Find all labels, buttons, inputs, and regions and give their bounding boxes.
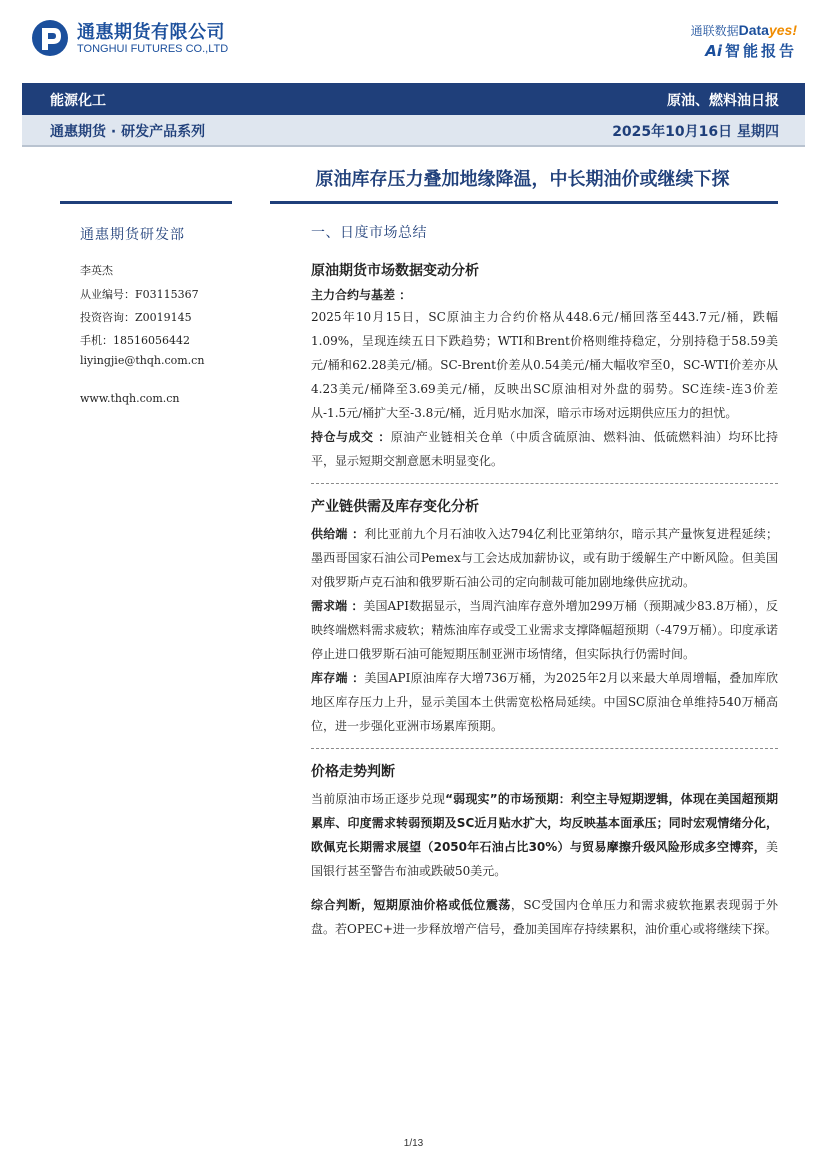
text-supply: 利比亚前九个月石油收入达794亿利比亚第纳尔，暗示其产量恢复进程延续；墨西哥国家石油公司Pemex与工会达成加薪协议，或有助于缓解生产中断风险。但美国对俄罗斯卢克石油和俄罗斯石油公司的定向制裁可能加剧地缘供应扰动。 xyxy=(311,527,778,589)
text-outlook-tail: 美国银行甚至警告布油或跌破50美元。 xyxy=(311,840,778,878)
sidebar-phone: 手机：18516056442 xyxy=(80,334,190,347)
sidebar-divider xyxy=(60,201,232,204)
text-demand: 美国API数据显示，当周汽油库存意外增加299万桶（预期减少83.8万桶），反映终端燃料需求疲软；精炼油库存或受工业需求支撑降幅超预期（-479万桶）。印度承诺停止进口俄罗斯石油可能短期压制亚洲市场情绪，但实际执行仍需时间。 xyxy=(311,599,778,661)
label-demand: 需求端 ： xyxy=(311,599,364,613)
text-summary: ，SC受国内仓单压力和需求疲软拖累表现弱于外盘。若OPEC+进一步释放增产信号，叠加美国库存持续累积，油价重心或将继续下探。 xyxy=(311,898,778,936)
label-stock: 库存端 ： xyxy=(311,671,365,685)
company-name-en: TONGHUI FUTURES CO.,LTD xyxy=(77,43,229,55)
datayes-prefix: 通联数据 xyxy=(690,24,739,38)
company-logo-icon xyxy=(30,18,70,58)
sidebar-website[interactable]: www.thqh.com.cn xyxy=(80,392,180,405)
label-supply: 供给端 ： xyxy=(311,527,365,541)
paragraph-summary xyxy=(311,893,778,941)
text-stock: 美国API原油库存大增736万桶，为2025年2月以来最大单周增幅，叠加库欣地区库存压力上升，显示美国本土供需宽松格局延续。中国SC原油仓单维持540万桶高位，进一步强化亚洲市场累库预期。 xyxy=(311,671,778,733)
section-divider xyxy=(311,748,778,749)
title-divider xyxy=(270,201,778,204)
datayes-yes: yes! xyxy=(768,22,797,38)
text-outlook-intro: 当前原油市场正逐步兑现 xyxy=(311,792,446,806)
ai-mark: Ai xyxy=(705,42,722,60)
sidebar-email[interactable]: liyingjie@thqh.com.cn xyxy=(80,354,205,367)
paragraph-stock xyxy=(311,666,778,738)
subsection-title-futures: 原油期货市场数据变动分析 xyxy=(311,263,479,279)
banner-date: 2025年10月16日 星期四 xyxy=(612,124,779,140)
label-main-contract: 主力合约与基差 ： xyxy=(311,288,412,302)
company-name-cn: 通惠期货有限公司 xyxy=(77,22,225,43)
banner-category: 能源化工 xyxy=(50,93,106,109)
banner-report-type: 原油、燃料油日报 xyxy=(667,93,779,109)
section-divider xyxy=(311,483,778,484)
text-outlook-bold: “弱现实”的市场预期：利空主导短期逻辑，体现在美国超预期累库、印度需求转弱预期及SC近月贴水扩大，均反映基本面承压；同时宏观情绪分化，欧佩克长期需求展望（2050年石油占比30%）与贸易摩擦升级风险形成多空博弈， xyxy=(311,792,778,854)
sidebar-license: 从业编号：F03115367 xyxy=(80,288,199,301)
sidebar-consult: 投资咨询：Z0019145 xyxy=(80,311,192,324)
ai-report-label: 智能报告 xyxy=(724,42,797,60)
sidebar-author: 李英杰 xyxy=(80,264,113,277)
section-heading: 一、日度市场总结 xyxy=(311,225,427,241)
paragraph-positions xyxy=(311,425,778,473)
subsection-title-outlook: 价格走势判断 xyxy=(311,764,395,780)
report-title: 原油库存压力叠加地缘降温，中长期油价或继续下探 xyxy=(315,169,730,190)
subsection-title-supply-demand: 产业链供需及库存变化分析 xyxy=(311,499,479,515)
ai-report-logo xyxy=(705,40,797,61)
paragraph-main-contract: 2025年10月15日，SC原油主力合约价格从448.6元/桶回落至443.7元/桶，跌幅1.09%，呈现连续五日下跌趋势；WTI和Brent价格则维持稳定，分别持稳于58.59美元/桶和62.28美元/桶。SC-Brent价差从0.54美元/桶大幅收窄至0，SC-WTI价差亦从4.23美元/桶降至3.69美元/桶，反映出SC原油相对外盘的弱势。SC连续-连3价差从-1.5元/桶扩大至-3.8元/桶，近月贴水加深，暗示市场对远期供应压力的担忧。 xyxy=(311,310,778,420)
paragraph-outlook xyxy=(311,787,778,883)
label-summary: 综合判断，短期原油价格或低位震荡 xyxy=(311,898,511,912)
page-number: 1/13 xyxy=(403,1138,424,1149)
datayes-data: Data xyxy=(738,22,769,38)
sidebar-department: 通惠期货研发部 xyxy=(80,227,185,243)
datayes-logo xyxy=(691,22,797,39)
paragraph-supply xyxy=(311,522,778,594)
spacer xyxy=(311,883,778,893)
text-positions: 原油产业链相关仓单（中质含硫原油、燃料油、低硫燃料油）均环比持平，显示短期交割意愿未明显变化。 xyxy=(311,430,778,468)
main-content xyxy=(311,222,778,941)
banner-series: 通惠期货 · 研发产品系列 xyxy=(50,124,206,140)
label-positions: 持仓与成交 ： xyxy=(311,430,391,444)
paragraph-demand xyxy=(311,594,778,666)
